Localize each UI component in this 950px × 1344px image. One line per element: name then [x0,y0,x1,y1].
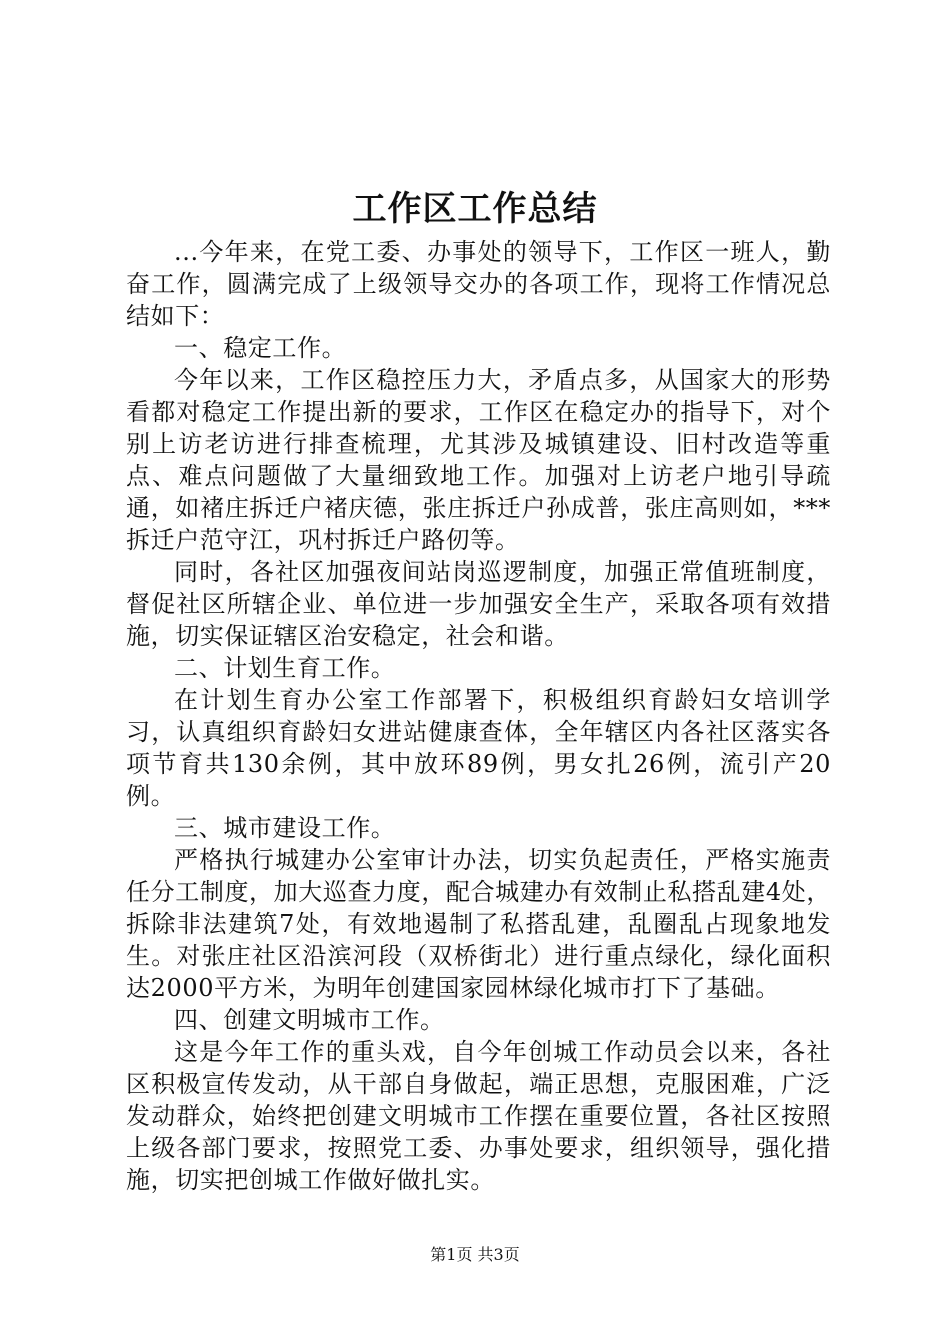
family-planning-paragraph: 在计划生育办公室工作部署下，积极组织育龄妇女培训学习，认真组织育龄妇女进站健康查体，全年辖区内各社区落实各项节育共130余例，其中放环89例，男女扎26例，流引产20例。 [126,686,831,810]
stability-paragraph-1: 今年以来，工作区稳控压力大，矛盾点多，从国家大的形势看都对稳定工作提出新的要求，工作区在稳定办的指导下，对个别上访老访进行排查梳理，尤其涉及城镇建设、旧村改造等重点、难点问题做了大量细致地工作。加强对上访老户地引导疏通，如褚庄拆迁户褚庆德，张庄拆迁户孙成普，张庄高则如，***拆迁户范守江，巩村拆迁户路仞等。 [126,366,831,554]
section-heading-family-planning: 二、计划生育工作。 [174,654,396,682]
intro-paragraph: ...今年来，在党工委、办事处的领导下，工作区一班人，勤奋工作，圆满完成了上级领导交办的各项工作，现将工作情况总结如下： [126,238,831,330]
section-heading-stability: 一、稳定工作。 [174,334,347,362]
section-heading-civilized-city: 四、创建文明城市工作。 [174,1006,445,1034]
page-number-footer: 第1页 共3页 [430,1245,520,1264]
document-title: 工作区工作总结 [352,189,598,229]
document-body [126,236,831,1196]
civilized-city-paragraph: 这是今年工作的重头戏，自今年创城工作动员会以来，各社区积极宣传发动，从干部自身做起，端正思想，克服困难，广泛发动群众，始终把创建文明城市工作摆在重要位置，各社区按照上级各部门要求，按照党工委、办事处要求，组织领导，强化措施，切实把创城工作做好做扎实。 [126,1038,831,1194]
stability-paragraph-2: 同时，各社区加强夜间站岗巡逻制度，加强正常值班制度，督促社区所辖企业、单位进一步加强安全生产，采取各项有效措施，切实保证辖区治安稳定，社会和谐。 [126,558,831,650]
section-heading-urban-construction: 三、城市建设工作。 [174,814,396,842]
urban-construction-paragraph: 严格执行城建办公室审计办法，切实负起责任，严格实施责任分工制度，加大巡查力度，配合城建办有效制止私搭乱建4处，拆除非法建筑7处，有效地遏制了私搭乱建，乱圈乱占现象地发生。对张庄社区沿滨河段（双桥街北）进行重点绿化，绿化面积达2000平方米，为明年创建国家园林绿化城市打下了基础。 [126,846,831,1002]
